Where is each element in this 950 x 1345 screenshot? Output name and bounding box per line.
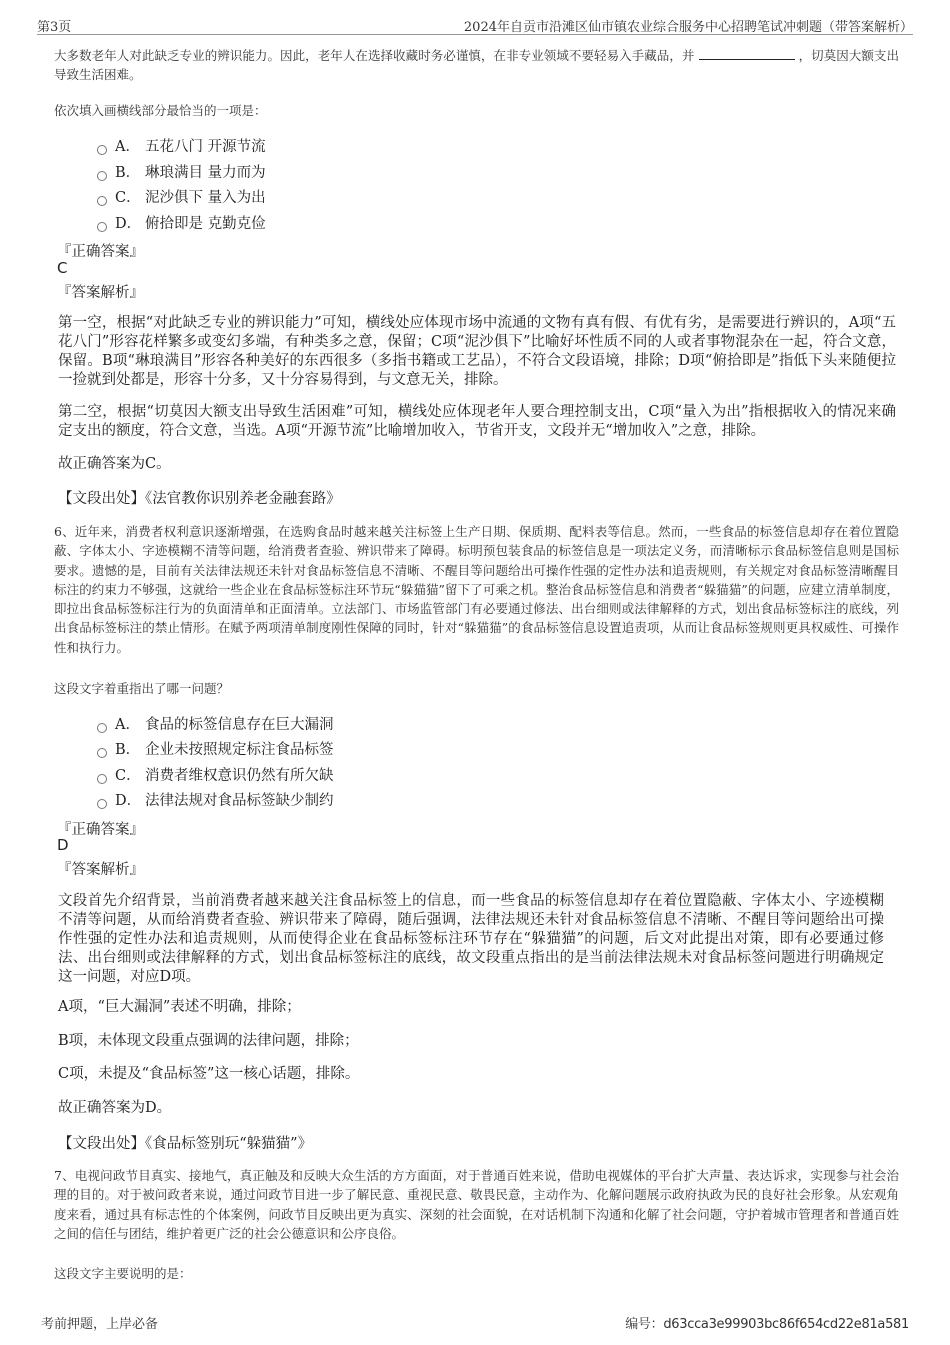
q5-option-d[interactable]: D． 俯拾即是 克勤克俭 xyxy=(97,212,266,232)
q7-prompt: 这段文字主要说明的是： xyxy=(54,1266,192,1281)
q6-option-d[interactable]: D． 法律法规对食品标签缺少制约 xyxy=(97,789,334,809)
q5-option-c[interactable]: C． 泥沙俱下 量入为出 xyxy=(97,186,266,206)
radio-button-icon[interactable] xyxy=(97,196,107,206)
q5-conclusion: 故正确答案为C。 xyxy=(58,456,171,472)
q6-analysis-b: B项，未体现文段重点强调的法律问题，排除； xyxy=(58,1033,359,1049)
document-id: 编号：d63cca3e99903bc86f654cd22e81a581 xyxy=(625,1317,909,1332)
radio-button-icon[interactable] xyxy=(97,145,107,155)
q5-option-a[interactable]: A． 五花八门 开源节流 xyxy=(97,135,266,155)
q5-analysis-p2: 第二空，根据“切莫因大额支出导致生活困难”可知，横线处应体现老年人要合理控制支出，C项“量入为出”指根据收入的情况来确定支出的额度，符合文意，当选。A项“开源节流”比喻增加收入，节省开支，文段并无“增加收入”之意，排除。 xyxy=(58,404,896,439)
q5-prompt: 依次填入画横线部分最恰当的一项是： xyxy=(54,103,267,118)
q6-analysis-label: 『答案解析』 xyxy=(57,862,144,878)
q6-option-a[interactable]: A． 食品的标签信息存在巨大漏洞 xyxy=(97,713,334,733)
radio-button-icon[interactable] xyxy=(97,171,107,181)
q5-answer-label: 『正确答案』 xyxy=(57,244,144,260)
fill-in-blank xyxy=(699,48,795,60)
q6-analysis-a: A项，“巨大漏洞”表述不明确，排除； xyxy=(58,999,301,1015)
q6-conclusion: 故正确答案为D。 xyxy=(58,1100,172,1116)
q6-answer-label: 『正确答案』 xyxy=(57,822,144,838)
q5-answer: C xyxy=(57,259,68,277)
radio-button-icon[interactable] xyxy=(97,799,107,809)
q5-passage: 大多数老年人对此缺乏专业的辨识能力。因此，老年人在选择收藏时务必谨慎，在非专业领域不要轻易入手藏品，并 ，切莫因大额支出导致生活困难。 xyxy=(54,48,899,83)
q5-option-b[interactable]: B． 琳琅满目 量力而为 xyxy=(97,161,266,181)
radio-button-icon[interactable] xyxy=(97,748,107,758)
q7-passage: 7、电视问政节目真实、接地气，真正触及和反映大众生活的方方面面，对于普通百姓来说，借助电视媒体的平台扩大声量、表达诉求，实现参与社会治理的目的。对于被问政者来说，通过问政节目进一步了解民意、重视民意、敬畏民意，主动作为、化解问题展示政府执政为民的良好社会形象。从宏观角度来看，通过具有标志性的个体案例，问政节目反映出更为真实、深刻的社会面貌，在对话机制下沟通和化解了社会问题，守护着城市管理者和普通百姓之间的信任与团结，维护着更广泛的社会公德意识和公序良俗。 xyxy=(54,1168,899,1241)
document-title: 2024年自贡市沿滩区仙市镇农业综合服务中心招聘笔试冲刺题（带答案解析） xyxy=(463,20,913,35)
q6-answer: D xyxy=(57,836,69,854)
radio-button-icon[interactable] xyxy=(97,723,107,733)
radio-button-icon[interactable] xyxy=(97,222,107,232)
q6-passage: 6、近年来，消费者权利意识逐渐增强，在选购食品时越来越关注标签上生产日期、保质期、配料表等信息。然而，一些食品的标签信息却存在着位置隐蔽、字体太小、字迹模糊不清等问题，给消费者查验、辨识带来了障碍。标明预包装食品的标签信息是一项法定义务，而清晰标示食品标签信息则是国标要求。遗憾的是，目前有关法律法规还未针对食品标签信息不清晰、不醒目等问题给出可操作性强的定性办法和追责规则，有关规定对食品标签清晰醒目标注的约束力不够强，这就给一些企业在食品标签标注环节玩“躲猫猫”留下了可乘之机。整治食品标签信息和消费者“躲猫猫”的问题，应建立清单制度，即拉出食品标签标注行为的负面清单和正面清单。立法部门、市场监管部门有必要通过修法、出台细则或法律解释的方式，划出食品标签标注的底线，列出食品标签标注的禁止情形。在赋予两项清单制度刚性保障的同时，针对“躲猫猫”的食品标签信息设置追责项，从而让食品标签规则更具权威性、可操作性和执行力。 xyxy=(54,524,899,655)
q6-option-c[interactable]: C． 消费者维权意识仍然有所欠缺 xyxy=(97,764,334,784)
q6-analysis-p1: 文段首先介绍背景，当前消费者越来越关注食品标签上的信息，而一些食品的标签信息却存在着位置隐蔽、字体太小、字迹模糊不清等问题，从而给消费者查验、辨识带来了障碍，随后强调，法律法规还未针对食品标签信息不清晰、不醒目等问题给出可操作性强的定性办法和追责规则，从而使得企业在食品标签标注环节存在“躲猫猫”的问题，后文对此提出对策，即有必要通过修法、出台细则或法律解释的方式，划出食品标签标注的底线，故文段重点指出的是当前法律法规未对食品标签问题进行明确规定这一问题，对应D项。 xyxy=(58,893,884,985)
q6-option-b[interactable]: B． 企业未按照规定标注食品标签 xyxy=(97,738,334,758)
q5-source: 【文段出处】《法官教你识别养老金融套路》 xyxy=(58,491,341,507)
page-number: 第3页 xyxy=(37,20,72,35)
q6-source: 【文段出处】《食品标签别玩“躲猫猫”》 xyxy=(58,1136,313,1152)
page-header xyxy=(37,14,913,35)
radio-button-icon[interactable] xyxy=(97,774,107,784)
q6-analysis-c: C项，未提及“食品标签”这一核心话题，排除。 xyxy=(58,1066,360,1082)
q6-prompt: 这段文字着重指出了哪一问题？ xyxy=(54,681,230,696)
footer-slogan: 考前押题，上岸必备 xyxy=(41,1317,159,1332)
q5-analysis-p1: 第一空，根据“对此缺乏专业的辨识能力”可知，横线处应体现市场中流通的文物有真有假、有优有劣，是需要进行辨识的，A项“五花八门”形容花样繁多或变幻多端，有种类多之意，保留；C项“泥沙俱下”比喻好坏性质不同的人或者事物混杂在一起，符合文意，保留。B项“琳琅满目”形容各种美好的东西很多（多指书籍或工艺品），不符合文段语境，排除；D项“俯拾即是”指低下头来随便拉一捡就到处都是，形容十分多，又十分容易得到，与文意无关，排除。 xyxy=(58,315,896,388)
q5-analysis-label: 『答案解析』 xyxy=(57,285,144,301)
